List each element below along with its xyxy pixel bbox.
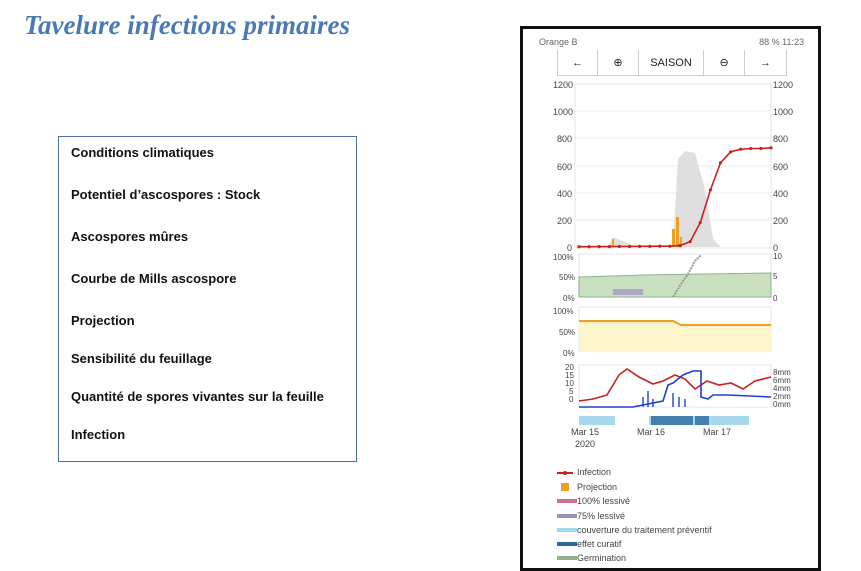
legend-item xyxy=(577,482,617,492)
tick-label: 0% xyxy=(563,294,575,303)
legend-item xyxy=(577,496,630,506)
tick-label: 4mm xyxy=(773,384,791,393)
infection-point xyxy=(628,245,631,248)
zoom-out-button[interactable]: ⊖ xyxy=(704,50,744,75)
tick-label: 0 xyxy=(569,395,574,404)
list-item: Projection xyxy=(71,313,135,328)
tavelure-chart xyxy=(523,79,818,519)
infection-point xyxy=(759,147,762,150)
lessive-bar xyxy=(613,289,643,295)
tick-label: 1000 xyxy=(553,107,574,117)
tick-label: 5 xyxy=(773,272,778,281)
infection-point xyxy=(658,245,661,248)
tick-label: 0 xyxy=(567,243,573,253)
tick-label: 100% xyxy=(553,307,574,316)
tick-label: 1000 xyxy=(773,107,794,117)
infection-point xyxy=(678,244,681,247)
tick-label: 6mm xyxy=(773,376,791,385)
infection-point xyxy=(729,150,732,153)
tick-label: 0 xyxy=(773,294,778,303)
tick-label: 1200 xyxy=(553,80,574,90)
tick-label: 10 xyxy=(565,379,574,388)
legend-label: 75% lessivé xyxy=(577,511,626,521)
tick-label: 800 xyxy=(773,134,789,144)
infection-point xyxy=(577,245,580,248)
list-item: Conditions climatiques xyxy=(71,145,215,160)
page-title: Tavelure infections primaires xyxy=(24,10,351,40)
projection-bar xyxy=(672,229,675,247)
tick-label: 200 xyxy=(557,216,573,226)
tick-label: 5 xyxy=(569,387,574,396)
legend-label: couverture du traitement préventif xyxy=(577,525,712,535)
tick-label: 0 xyxy=(773,243,779,253)
carrier-label: Orange B xyxy=(539,37,578,47)
infection-point xyxy=(588,245,591,248)
tick-label: 0% xyxy=(563,349,575,358)
infection-point xyxy=(608,245,611,248)
x-tick-label: Mar 15 xyxy=(571,427,600,437)
tick-label: 0mm xyxy=(773,400,791,409)
tick-label: 50% xyxy=(559,273,576,282)
infection-point xyxy=(668,245,671,248)
tick-label: 1200 xyxy=(773,80,794,90)
legend-item xyxy=(577,511,625,521)
x-year-label: 2020 xyxy=(575,439,596,449)
panel-ascospores xyxy=(553,252,782,303)
list-item: Ascospores mûres xyxy=(71,229,189,244)
infection-point xyxy=(719,161,722,164)
status-bar-right: 88 % 11:23 xyxy=(759,37,804,47)
tick-label: 200 xyxy=(773,216,789,226)
infection-point xyxy=(689,240,692,243)
treatment-strip xyxy=(579,416,771,425)
legend-label: Germination xyxy=(577,553,627,563)
zoom-in-button[interactable]: ⊕ xyxy=(598,50,638,75)
infection-point xyxy=(638,245,641,248)
x-tick-label: Mar 17 xyxy=(703,427,732,437)
legend-item xyxy=(577,525,712,535)
panel-infection xyxy=(553,80,793,253)
projection-bar xyxy=(676,217,679,247)
infection-point xyxy=(749,147,752,150)
tick-label: 15 xyxy=(565,371,574,380)
infection-point xyxy=(699,221,702,224)
tick-label: 2mm xyxy=(773,392,791,401)
legend-label: Projection xyxy=(577,482,618,492)
phone-screenshot xyxy=(520,26,821,571)
infection-point xyxy=(618,245,621,248)
infection-point xyxy=(709,188,712,191)
x-tick-label: Mar 16 xyxy=(637,427,666,437)
infection-point xyxy=(648,245,651,248)
tick-label: 400 xyxy=(773,189,789,199)
tick-label: 10 xyxy=(773,252,782,261)
saison-button[interactable]: SAISON xyxy=(639,50,705,75)
back-button[interactable]: ← xyxy=(558,50,598,75)
list-item: Courbe de Mills ascospore xyxy=(71,271,237,286)
tick-label: 100% xyxy=(553,253,574,262)
tick-label: 600 xyxy=(557,162,573,172)
infection-point xyxy=(598,245,601,248)
panel-climat xyxy=(565,363,791,409)
list-item: Potentiel d’ascospores : Stock xyxy=(71,187,261,202)
forward-button[interactable]: → xyxy=(759,56,771,69)
legend-label: 100% lessivé xyxy=(577,496,631,506)
chart-toolbar xyxy=(557,50,787,76)
infection-point xyxy=(769,146,772,149)
legend-item xyxy=(577,539,621,549)
legend-item xyxy=(577,467,611,477)
tick-label: 20 xyxy=(565,363,574,372)
list-item: Sensibilité du feuillage xyxy=(71,351,212,366)
legend-label: effet curatif xyxy=(577,539,622,549)
list-item: Infection xyxy=(71,427,126,442)
tick-label: 8mm xyxy=(773,368,791,377)
tick-label: 600 xyxy=(773,162,789,172)
tick-label: 50% xyxy=(559,328,576,337)
legend-item xyxy=(577,553,626,563)
tick-label: 400 xyxy=(557,189,573,199)
infection-point xyxy=(739,148,742,151)
legend-label: Infection xyxy=(577,467,612,477)
tick-label: 800 xyxy=(557,134,573,144)
panel-sensibilite xyxy=(553,307,771,358)
list-item: Quantité de spores vivantes sur la feuille xyxy=(71,389,324,404)
steps-list xyxy=(58,136,357,462)
